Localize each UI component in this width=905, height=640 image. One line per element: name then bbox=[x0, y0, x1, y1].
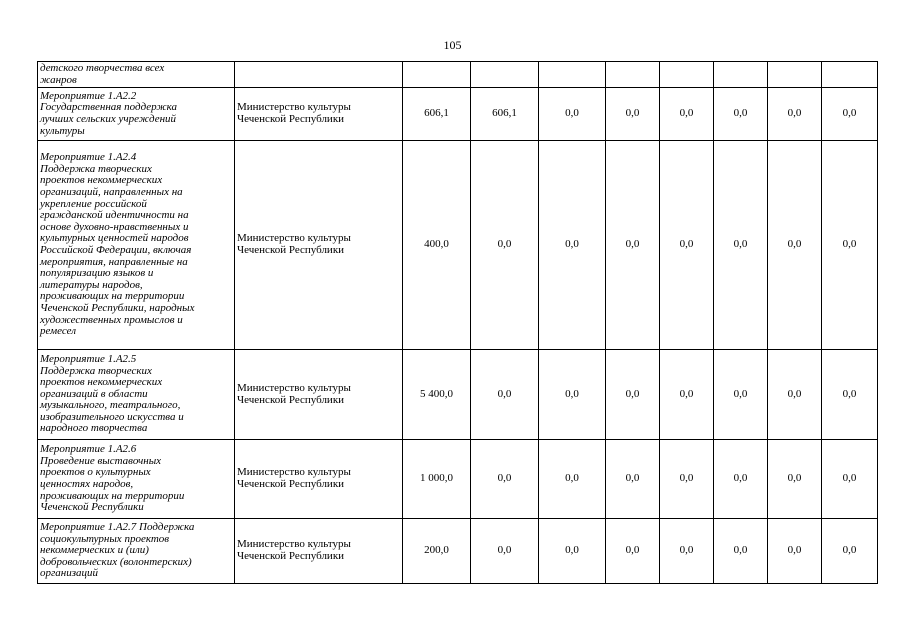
measure-text-line: культурных ценностей народов bbox=[40, 232, 189, 245]
measure-text-line: Чеченской Республики, народных bbox=[40, 301, 195, 314]
measure-text-line: гражданской идентичности на bbox=[40, 209, 189, 222]
table-row bbox=[38, 62, 878, 88]
value-cell bbox=[660, 62, 714, 88]
measure-text-line: проектов некоммерческих bbox=[40, 174, 163, 187]
executor-cell bbox=[235, 440, 403, 519]
measure-text-line: проживающих на территории bbox=[40, 290, 185, 303]
budget-table bbox=[37, 61, 878, 584]
measure-text-line: мероприятия, направленные на bbox=[40, 255, 188, 268]
value-cell: 0,0 bbox=[471, 141, 539, 350]
measure-cell bbox=[38, 62, 235, 88]
value-cell: 0,0 bbox=[714, 141, 768, 350]
value-cell: 0,0 bbox=[606, 88, 660, 141]
value-cell: 0,0 bbox=[539, 88, 606, 141]
measure-text-line: жанров bbox=[40, 73, 77, 86]
measure-text-line: Мероприятие 1.А2.6 bbox=[40, 443, 137, 456]
value-cell: 606,1 bbox=[403, 88, 471, 141]
measure-cell bbox=[38, 350, 235, 440]
measure-text-line: Мероприятие 1.А2.2 bbox=[40, 89, 137, 102]
executor-cell bbox=[235, 62, 403, 88]
value-cell: 0,0 bbox=[822, 519, 878, 584]
value-cell bbox=[714, 62, 768, 88]
executor-text-line: Министерство культуры bbox=[237, 232, 351, 245]
measure-text-line: основе духовно-нравственных и bbox=[40, 220, 189, 233]
value-cell bbox=[539, 62, 606, 88]
measure-text-line: Проведение выставочных bbox=[40, 454, 162, 467]
value-cell: 606,1 bbox=[471, 88, 539, 141]
executor-text-line: Чеченской Республики bbox=[237, 550, 345, 562]
measure-text-line: ремесел bbox=[40, 325, 77, 338]
measure-text-line: Мероприятие 1.А2.7 Поддержка bbox=[40, 521, 195, 534]
measure-text-line: социокультурных проектов bbox=[40, 532, 170, 545]
value-cell: 0,0 bbox=[539, 350, 606, 440]
executor-cell bbox=[235, 350, 403, 440]
measure-text-line: ценностях народов, bbox=[40, 478, 134, 490]
value-cell: 0,0 bbox=[768, 440, 822, 519]
measure-text-line: популяризацию языков и bbox=[40, 267, 154, 280]
value-cell: 5 400,0 bbox=[403, 350, 471, 440]
value-cell: 0,0 bbox=[768, 141, 822, 350]
measure-text-line: укрепление российской bbox=[40, 197, 147, 210]
value-cell: 0,0 bbox=[539, 519, 606, 584]
measure-text-line: изобразительного искусства и bbox=[40, 410, 184, 423]
measure-cell bbox=[38, 440, 235, 519]
measure-text-line: музыкального, театрального, bbox=[40, 399, 181, 412]
measure-text-line: организаций в области bbox=[40, 387, 148, 400]
executor-text-line: Чеченской Республики bbox=[237, 113, 345, 125]
table-row bbox=[38, 141, 878, 350]
value-cell: 0,0 bbox=[714, 519, 768, 584]
measure-text-line: Поддержка творческих bbox=[40, 162, 152, 175]
value-cell: 0,0 bbox=[471, 350, 539, 440]
measure-cell bbox=[38, 141, 235, 350]
value-cell: 0,0 bbox=[539, 440, 606, 519]
measure-text-line: художественных промыслов и bbox=[40, 313, 183, 326]
measure-text-line: проживающих на территории bbox=[40, 489, 185, 502]
value-cell: 0,0 bbox=[539, 141, 606, 350]
table-row bbox=[38, 519, 878, 584]
executor-text-line: Чеченской Республики bbox=[237, 478, 345, 490]
measure-text-line: культуры bbox=[40, 124, 85, 137]
value-cell: 0,0 bbox=[822, 440, 878, 519]
executor-text-line: Чеченской Республики bbox=[237, 393, 345, 406]
value-cell: 0,0 bbox=[660, 88, 714, 141]
executor-text-line: Министерство культуры bbox=[237, 101, 351, 114]
value-cell: 0,0 bbox=[660, 141, 714, 350]
executor-text-line: Чеченской Республики bbox=[237, 244, 345, 256]
measure-text-line: некоммерческих и (или) bbox=[40, 544, 149, 557]
value-cell: 1 000,0 bbox=[403, 440, 471, 519]
measure-text-line: проектов некоммерческих bbox=[40, 376, 163, 389]
value-cell: 0,0 bbox=[714, 350, 768, 440]
measure-text-line: Поддержка творческих bbox=[40, 364, 152, 377]
measure-text-line: организаций bbox=[40, 567, 99, 580]
table-body bbox=[38, 62, 878, 584]
value-cell bbox=[403, 62, 471, 88]
value-cell: 0,0 bbox=[768, 519, 822, 584]
value-cell: 0,0 bbox=[660, 440, 714, 519]
value-cell: 0,0 bbox=[471, 440, 539, 519]
value-cell: 0,0 bbox=[471, 519, 539, 584]
executor-text-line: Министерство культуры bbox=[237, 466, 351, 479]
value-cell: 200,0 bbox=[403, 519, 471, 584]
value-cell bbox=[606, 62, 660, 88]
table-row bbox=[38, 88, 878, 141]
measure-text-line: лучших сельских учреждений bbox=[40, 113, 177, 125]
measure-cell bbox=[38, 88, 235, 141]
value-cell: 400,0 bbox=[403, 141, 471, 350]
value-cell: 0,0 bbox=[606, 440, 660, 519]
value-cell: 0,0 bbox=[660, 519, 714, 584]
measure-text-line: Чеченской Республики bbox=[40, 501, 144, 514]
measure-text-line: Российской Федерации, включая bbox=[40, 244, 192, 256]
value-cell: 0,0 bbox=[606, 350, 660, 440]
value-cell: 0,0 bbox=[660, 350, 714, 440]
table-row bbox=[38, 440, 878, 519]
value-cell: 0,0 bbox=[714, 440, 768, 519]
measure-cell bbox=[38, 519, 235, 584]
value-cell: 0,0 bbox=[822, 141, 878, 350]
executor-text-line: Министерство культуры bbox=[237, 381, 351, 394]
value-cell: 0,0 bbox=[822, 350, 878, 440]
value-cell: 0,0 bbox=[822, 88, 878, 141]
value-cell: 0,0 bbox=[768, 88, 822, 141]
executor-text-line: Министерство культуры bbox=[237, 538, 351, 551]
measure-text-line: организаций, направленных на bbox=[40, 186, 183, 199]
measure-text-line: Мероприятие 1.А2.5 bbox=[40, 352, 137, 365]
page-number: 105 bbox=[443, 38, 462, 52]
value-cell: 0,0 bbox=[606, 141, 660, 350]
measure-text-line: Государственная поддержка bbox=[40, 101, 178, 114]
measure-text-line: Мероприятие 1.А2.4 bbox=[40, 151, 137, 164]
value-cell bbox=[471, 62, 539, 88]
executor-cell bbox=[235, 88, 403, 141]
measure-text-line: литературы народов, bbox=[40, 278, 143, 291]
measure-text-line: проектов о культурных bbox=[40, 466, 151, 479]
value-cell: 0,0 bbox=[606, 519, 660, 584]
executor-cell bbox=[235, 519, 403, 584]
value-cell bbox=[768, 62, 822, 88]
executor-cell bbox=[235, 141, 403, 350]
table-row bbox=[38, 350, 878, 440]
measure-text-line: народного творчества bbox=[40, 422, 148, 435]
measure-text-line: детского творчества всех bbox=[40, 61, 165, 74]
value-cell: 0,0 bbox=[768, 350, 822, 440]
measure-text-line: добровольческих (волонтерских) bbox=[40, 555, 192, 568]
value-cell bbox=[822, 62, 878, 88]
value-cell: 0,0 bbox=[714, 88, 768, 141]
